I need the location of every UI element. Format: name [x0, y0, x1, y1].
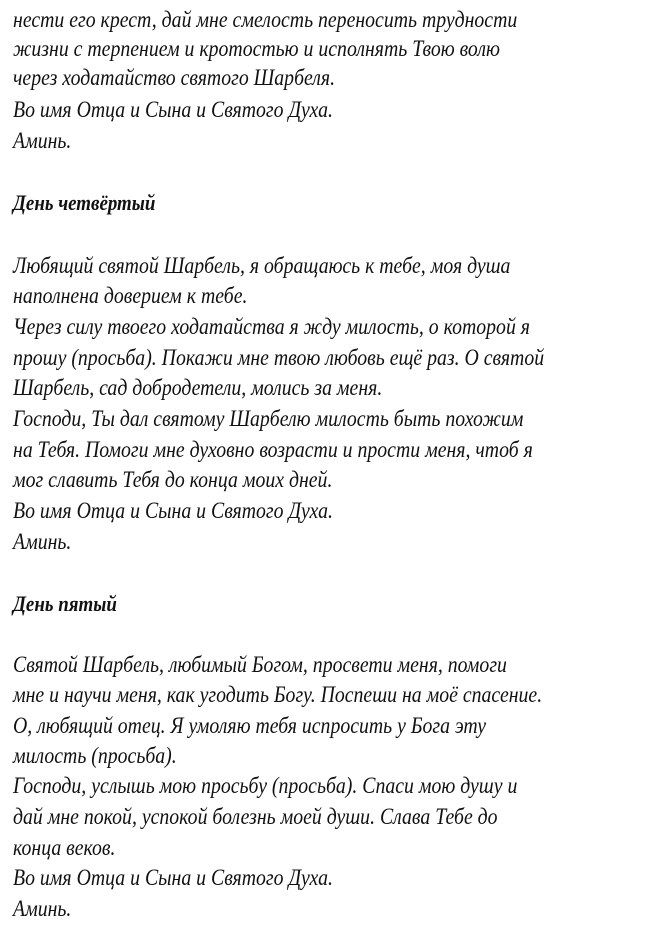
day4-line-6: Господи, Ты дал святому Шарбелю милость быть похожим — [13, 406, 524, 431]
day5-line-3: О, любящий отец. Я умоляю тебя испросить у Бога эту — [13, 713, 486, 738]
day4-line-4: прошу (просьба). Покажи мне твою любовь ещё раз. О святой — [13, 345, 545, 370]
day4-line-1: Любящий святой Шарбель, я обращаюсь к тебе, моя душа — [13, 253, 511, 278]
day4-line-10: Аминь. — [13, 529, 72, 554]
day5-line-5: Господи, услышь мою просьбу (просьба). Спаси мою душу и — [13, 773, 518, 798]
day5-line-9: Аминь. — [13, 896, 72, 921]
day4-line-9: Во имя Отца и Сына и Святого Духа. — [13, 498, 333, 523]
day5-line-1: Святой Шарбель, любимый Богом, просвети меня, помоги — [13, 652, 507, 677]
intro-line-1: нести его крест, дай мне смелость переносить трудности — [13, 7, 518, 32]
intro-line-4: Во имя Отца и Сына и Святого Духа. — [13, 97, 333, 122]
day5-line-2: мне и научи меня, как угодить Богу. Поспеши на моё спасение. — [13, 682, 543, 707]
day5-line-6: дай мне покой, успокой болезнь моей души. Слава Тебе до — [13, 804, 498, 829]
day4-line-2: наполнена доверием к тебе. — [13, 283, 248, 308]
day5-line-8: Во имя Отца и Сына и Святого Духа. — [13, 865, 333, 890]
intro-line-2: жизни с терпением и кротостью и исполнять Твою волю — [13, 36, 500, 61]
intro-line-5: Аминь. — [13, 128, 72, 153]
day5-heading: День пятый — [13, 591, 117, 616]
day4-line-7: на Тебя. Помоги мне духовно возрасти и прости меня, чтоб я — [13, 437, 533, 462]
day4-line-8: мог славить Тебя до конца моих дней. — [13, 467, 333, 492]
day5-line-4: милость (просьба). — [13, 743, 177, 768]
day4-line-5: Шарбель, сад добродетели, молись за меня. — [13, 375, 383, 400]
day5-line-7: конца веков. — [13, 835, 116, 860]
intro-line-3: через ходатайство святого Шарбеля. — [13, 65, 336, 90]
day4-line-3: Через силу твоего ходатайства я жду милость, о которой я — [13, 314, 530, 339]
day4-heading: День четвёртый — [13, 190, 156, 215]
